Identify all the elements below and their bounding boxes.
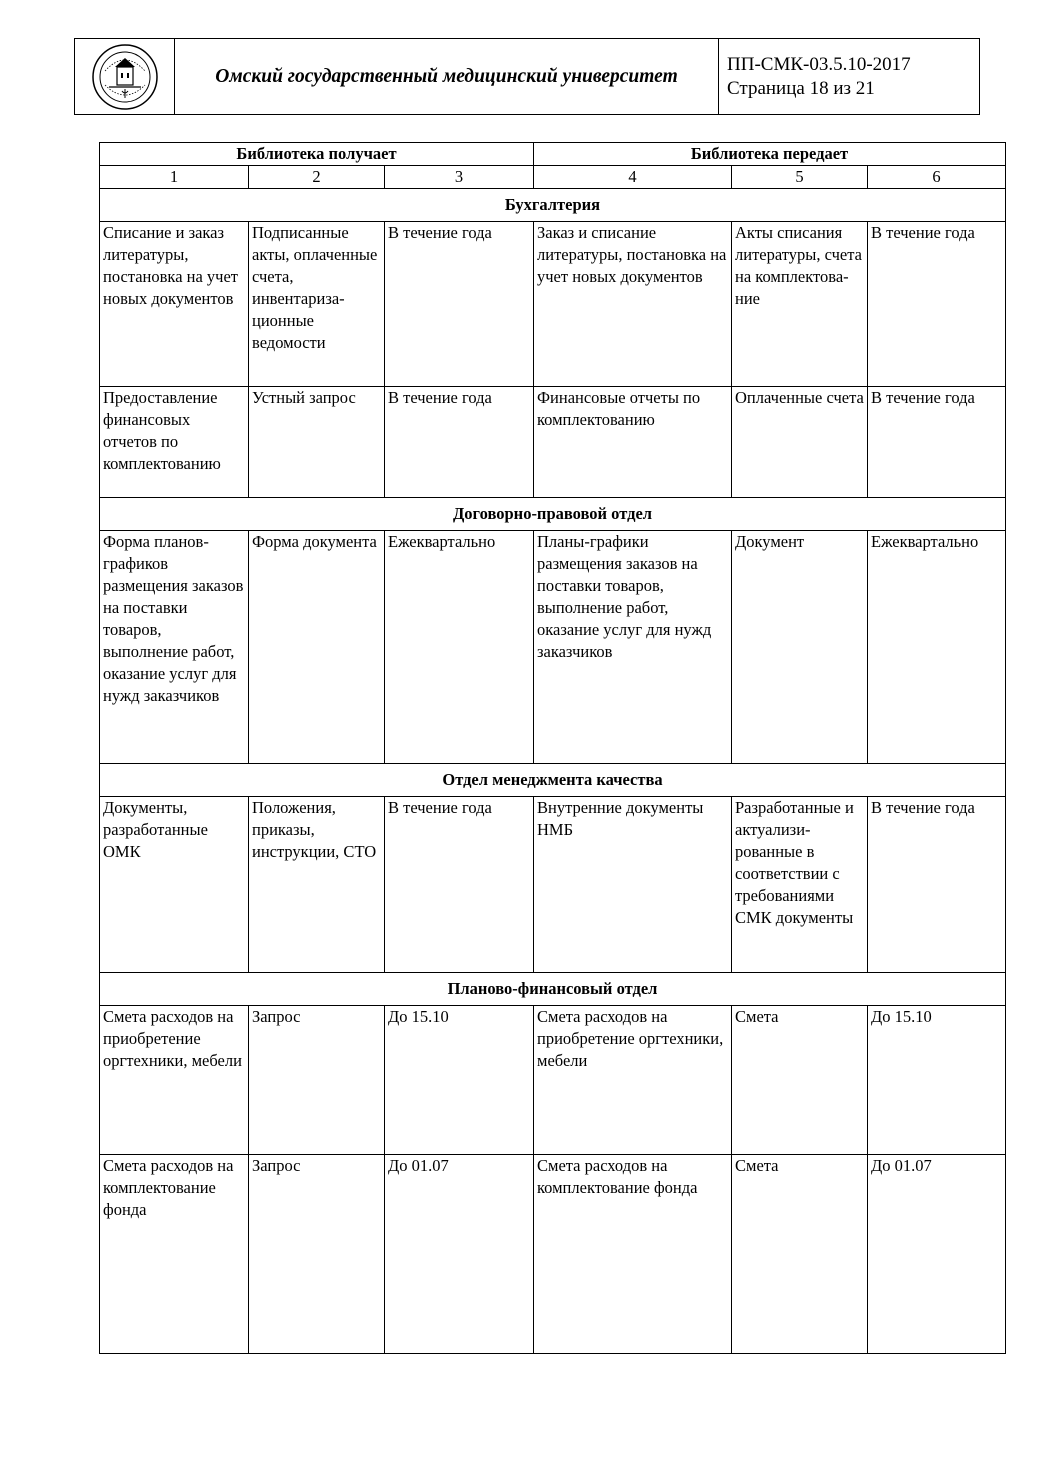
table-cell: Устный запрос xyxy=(249,387,385,498)
section-title-row xyxy=(100,498,1006,531)
column-number: 3 xyxy=(385,166,534,189)
table-row xyxy=(100,222,1006,387)
section-title: Бухгалтерия xyxy=(100,189,1006,222)
table-cell: Внутренние документы НМБ xyxy=(534,797,732,973)
table-cell: Финансовые отчеты по комплектованию xyxy=(534,387,732,498)
table-cell: В течение года xyxy=(385,222,534,387)
table-cell: Запрос xyxy=(249,1155,385,1354)
table-cell: До 15.10 xyxy=(385,1006,534,1155)
table-cell: Смета расходов на комплектование фонда xyxy=(100,1155,249,1354)
university-name: Омский государственный медицинский университет xyxy=(175,39,719,115)
table-cell: Заказ и списание литературы, постановка на учет новых документов xyxy=(534,222,732,387)
table-cell: Документ xyxy=(732,531,868,764)
table-cell: В течение года xyxy=(868,222,1006,387)
logo-cell xyxy=(75,39,175,115)
group-header-receives: Библиотека получает xyxy=(100,143,534,166)
table-cell: Форма планов-графиков размещения заказов на поставки товаров, выполнение работ, оказание услуг для нужд заказчиков xyxy=(100,531,249,764)
document-code: ПП-СМК-03.5.10-2017 xyxy=(727,53,911,75)
table-cell: До 15.10 xyxy=(868,1006,1006,1155)
table-cell: Оплаченные счета xyxy=(732,387,868,498)
section-title-row xyxy=(100,764,1006,797)
interaction-table xyxy=(99,142,1006,1354)
group-header-row xyxy=(100,143,1006,166)
column-number: 4 xyxy=(534,166,732,189)
table-row xyxy=(100,531,1006,764)
table-cell: Документы, разработанные ОМК xyxy=(100,797,249,973)
table-cell: Планы-графики размещения заказов на поставки товаров, выполнение работ, оказание услуг для нужд заказчиков xyxy=(534,531,732,764)
column-number-row xyxy=(100,166,1006,189)
column-number: 5 xyxy=(732,166,868,189)
group-header-transfers: Библиотека передает xyxy=(534,143,1006,166)
page-number: Страница 18 из 21 xyxy=(727,77,875,99)
section-title: Договорно-правовой отдел xyxy=(100,498,1006,531)
table-row xyxy=(100,387,1006,498)
table-cell: Положения, приказы, инструкции, СТО xyxy=(249,797,385,973)
table-row xyxy=(100,1006,1006,1155)
university-seal-icon xyxy=(91,43,159,111)
table-cell: Акты списания литературы, счета на комплектова-ние xyxy=(732,222,868,387)
table-cell: Ежеквартально xyxy=(385,531,534,764)
table-cell: Запрос xyxy=(249,1006,385,1155)
table-cell: Предоставление финансовых отчетов по комплектованию xyxy=(100,387,249,498)
table-cell: До 01.07 xyxy=(868,1155,1006,1354)
column-number: 6 xyxy=(868,166,1006,189)
table-row xyxy=(100,1155,1006,1354)
table-cell: Разработанные и актуализи-рованные в соответствии с требованиями СМК документы xyxy=(732,797,868,973)
table-cell: Подписанные акты, оплаченные счета, инвентариза-ционные ведомости xyxy=(249,222,385,387)
column-number: 1 xyxy=(100,166,249,189)
document-info xyxy=(719,39,980,115)
section-title: Планово-финансовый отдел xyxy=(100,973,1006,1006)
section-title-row xyxy=(100,973,1006,1006)
table-cell: Смета расходов на комплектование фонда xyxy=(534,1155,732,1354)
table-cell: До 01.07 xyxy=(385,1155,534,1354)
table-cell: Смета xyxy=(732,1155,868,1354)
table-cell: Форма документа xyxy=(249,531,385,764)
table-cell: Ежеквартально xyxy=(868,531,1006,764)
column-number: 2 xyxy=(249,166,385,189)
section-title-row xyxy=(100,189,1006,222)
document-header xyxy=(74,38,980,115)
table-cell: В течение года xyxy=(385,387,534,498)
table-cell: В течение года xyxy=(868,387,1006,498)
section-title: Отдел менеджмента качества xyxy=(100,764,1006,797)
table-cell: В течение года xyxy=(385,797,534,973)
table-cell: Смета xyxy=(732,1006,868,1155)
table-cell: Списание и заказ литературы, постановка на учет новых документов xyxy=(100,222,249,387)
table-cell: В течение года xyxy=(868,797,1006,973)
table-cell: Смета расходов на приобретение оргтехники, мебели xyxy=(100,1006,249,1155)
table-row xyxy=(100,797,1006,973)
table-cell: Смета расходов на приобретение оргтехники, мебели xyxy=(534,1006,732,1155)
